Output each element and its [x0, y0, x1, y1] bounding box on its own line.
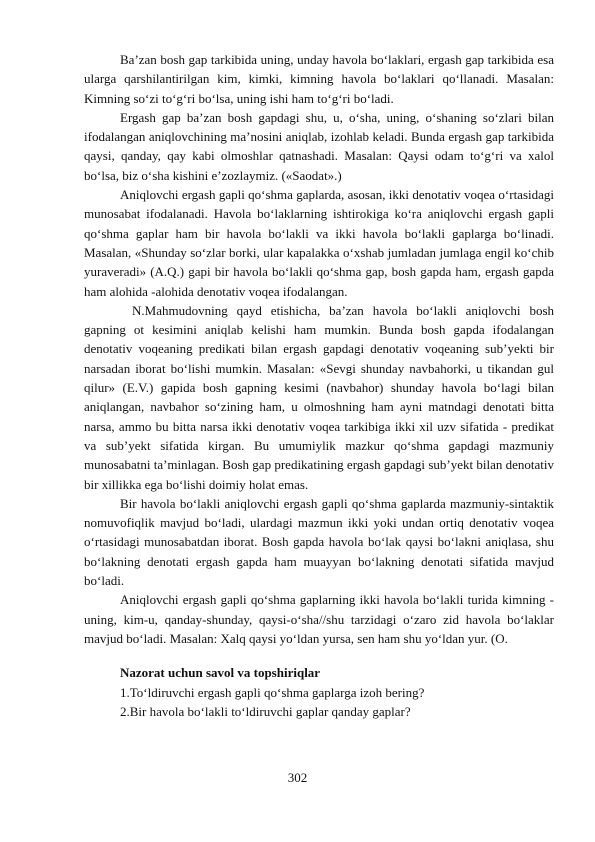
paragraph-denotative-events: Aniqlovchi ergash gapli qo‘shma gaplarda, asosan, ikki denotativ voqea o‘rtasidagi munosabat ifodalanadi. Havola bo‘laklarning ishtirokiga ko‘ra aniqlovchi ergash gapli qo‘shma gaplar ham bir havola bo‘lakli va ikki havola bo‘lakli gaplarga bo‘linadi. Masalan, «Shunday so‘zlar borki, ular kapalakka o‘xshab jumladan jumlaga engil ko‘chib yuraveradi» (A.Q.) gapi bir havola bo‘lakli qo‘shma gap, bosh gapda ham, ergash gapda ham alohida -alohida denotativ voqea ifodalangan. [84, 187, 554, 299]
page-body [84, 50, 554, 721]
paragraph-attributive-clause: Ergash gap ba’zan bosh gapdagi shu, u, o‘sha, uning, o‘shaning so‘zlari bilan ifodalangan aniqlovchining ma’nosini aniqlab, izohlab keladi. Bunda ergash gap tarkibida qaysi, qanday, qay kabi olmoshlar qatnashadi. Masalan: Qaysi odam to‘g‘ri va xalol bo‘lsa, biz o‘sha kishini e’zozlaymiz. («Saodat».) [84, 109, 554, 183]
question-item: 2.Bir havola bo‘lakli to‘ldiruvchi gaplar qanday gaplar? [120, 703, 411, 719]
paragraph-two-reference-parts: Aniqlovchi ergash gapli qo‘shma gaplarning ikki havola bo‘lakli turida kimning -uning, kim-u, qanday-shunday, qaysi-o‘sha//shu tarzidagi o‘zaro zid havola bo‘laklar mavjud bo‘ladi. Masalan: Xalq qaysi yo‘ldan yursa, sen ham shu yo‘ldan yur. (O. [84, 592, 554, 646]
paragraph-semantic-syntactic: Bir havola bo‘lakli aniqlovchi ergash gapli qo‘shma gaplarda mazmuniy-sintaktik nomuvofiqlik mavjud bo‘ladi, ulardagi mazmun ikki yoki undan ortiq denotativ voqea o‘rtasidagi munosabatdan iborat. Bosh gapda havola bo‘lak qaysi bo‘lakni aniqlasa, shu bo‘lakning denotati ergash gapda ham muayyan bo‘lakning denotati sifatida mavjud bo‘ladi. [84, 495, 554, 589]
question-item: 1.To‘ldiruvchi ergash gapli qo‘shma gaplarga izoh bering? [120, 684, 425, 700]
page-number: 302 [287, 770, 308, 785]
paragraph-mahmudov: N.Mahmudovning qayd etishicha, ba’zan havola bo‘lakli aniqlovchi bosh gapning ot kesimini aniqlab kelishi ham mumkin. Bunda bosh gapda ifodalangan denotativ voqeaning predikati bilan ergash gapdagi denotativ voqeaning sub’yekti bir narsadan iborat bo‘lishi mumkin. Masalan: «Sevgi shunday navbahorki, u tikandan gul qilur» (E.V.) gapida bosh gapning kesimi (navbahor) shunday havola bo‘lagi bilan aniqlangan, navbahor so‘zining ham, u olmoshning ham ayni matndagi denotati bitta narsa, ammo bu bitta narsa ikki denotativ voqea tarkibiga ikki xil uzv sifatida - predikat va sub’yekt sifatida kirgan. Bu umumiylik mazkur qo‘shma gapdagi mazmuniy munosabatni ta’minlagan. Bosh gap predikatining ergash gapdagi sub’yekt bilan denotativ bir xillikka ega bo‘lishi doimiy holat emas. [84, 302, 554, 492]
paragraph-reference-parts: Ba’zan bosh gap tarkibida uning, unday havola bo‘laklari, ergash gap tarkibida esa ularga qarshilantirilgan kim, kimki, kimning havola bo‘laklari qo‘llanadi. Masalan: Kimning so‘zi to‘g‘ri bo‘lsa, uning ishi ham to‘g‘ri bo‘ladi. [84, 52, 554, 106]
section-heading: Nazorat uchun savol va topshiriqlar [120, 665, 321, 681]
